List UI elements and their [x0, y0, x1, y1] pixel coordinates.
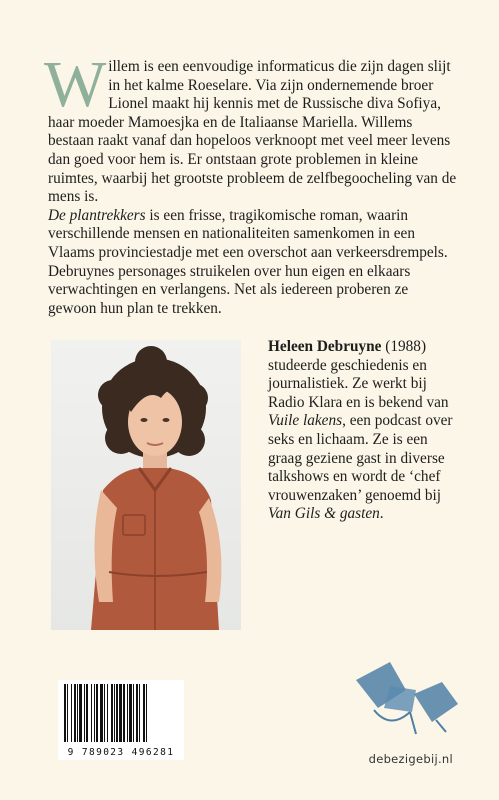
- author-bio-text: [268, 338, 464, 524]
- barcode-bar: [94, 684, 95, 742]
- author-photo: [51, 340, 241, 630]
- barcode-bar: [100, 684, 103, 742]
- barcode-bar: [64, 684, 66, 742]
- barcode-bar: [123, 684, 125, 742]
- bio-text-3: .: [379, 505, 384, 523]
- back-cover-blurb: [44, 48, 458, 318]
- show-title: Van Gils & gasten: [268, 505, 380, 523]
- barcode-bar: [84, 684, 85, 742]
- blurb-paragraph-2: [48, 207, 458, 319]
- barcode-bar: [104, 684, 105, 742]
- barcode-bar: [86, 684, 88, 742]
- barcode-bar: [91, 684, 92, 742]
- author-birth-year: (1988): [381, 338, 427, 355]
- author-portrait-illustration: [51, 340, 241, 630]
- barcode-bar: [67, 684, 68, 742]
- publisher-logo-icon: [350, 660, 462, 736]
- barcode-bar: [133, 684, 134, 742]
- barcode-bar: [146, 684, 147, 742]
- barcode-bar: [111, 684, 113, 742]
- barcode-bars: [58, 680, 184, 746]
- barcode-bar: [71, 684, 72, 742]
- barcode-bar: [136, 684, 138, 742]
- blurb-paragraph-1: [44, 48, 458, 207]
- drop-cap: W: [44, 48, 107, 121]
- blurb-text-1: illem is een eenvoudige informaticus die zijn dagen slijt in het kalme Roeselare. Via zijn ondernemende broer Lionel maakt hij kennis met de Russische diva Sofiya, haar moeder Mamoesjka en de Italiaanse Mariella. Willems bestaan raakt vanaf dan hopeloos verknoopt met veel meer levens dan goed voor hem is. Er ontstaan grote problemen in kleine ruimtes, waarbij het grootste probleem de zelfbegoocheling van de mens is.: [48, 58, 457, 206]
- barcode-bar: [127, 684, 128, 742]
- book-title: De plantrekkers: [48, 206, 146, 224]
- barcode-bar: [116, 684, 118, 742]
- author-bio: [268, 338, 464, 524]
- barcode-bar: [79, 684, 82, 742]
- isbn-number: 9 789023 496281: [67, 747, 175, 758]
- barcode-bar: [74, 684, 76, 742]
- barcode-bar: [96, 684, 98, 742]
- barcode-bar: [143, 684, 145, 742]
- barcode-bar: [107, 684, 108, 742]
- blurb-text-2: is een frisse, tragikomische roman, waarin verschillende mensen en nationaliteiten samenkomen in een Vlaams provinciestadje met een overschot aan verkeersdrempels. Debruynes personages struikelen over hun eigen en elkaars verwachtingen en verlangens. Net als iedereen proberen ze gewoon hun plan te trekken.: [48, 206, 448, 317]
- barcode-bar: [114, 684, 115, 742]
- publisher-url: debezigebij.nl: [368, 752, 453, 766]
- barcode-bar: [129, 684, 132, 742]
- isbn-barcode: [58, 680, 184, 760]
- bio-text-2: , een podcast over seks en lichaam. Ze is een graag geziene gast in diverse talkshows en wordt de ‘chef vrouwenzaken’ genoemd bij: [268, 412, 453, 504]
- bio-text-1: studeerde geschiedenis en journalistiek. Ze werkt bij Radio Klara en is bekend van: [268, 356, 449, 411]
- author-name: Heleen Debruyne: [268, 338, 382, 355]
- barcode-bar: [77, 684, 78, 742]
- barcode-bar: [119, 684, 122, 742]
- podcast-title: Vuile lakens: [268, 412, 343, 430]
- barcode-bar: [139, 684, 140, 742]
